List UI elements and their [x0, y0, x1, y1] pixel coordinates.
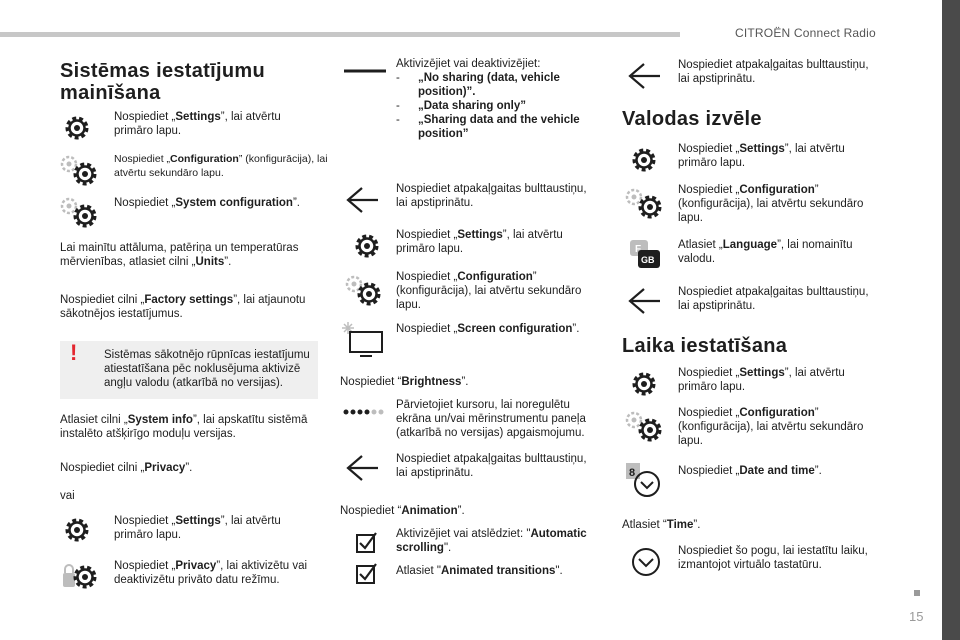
checkbox-checked-icon: [340, 560, 390, 600]
settings-gear-icon: [340, 226, 390, 266]
units-paragraph: Lai mainītu attāluma, patēriņa un temperatūras mērvienības, atlasiet cilni „Units”.: [60, 242, 299, 268]
option-sharing-data-position: - „Sharing data and the vehicle position”: [396, 113, 606, 141]
brand-label: CITROËN Connect Radio: [735, 26, 876, 40]
toggle-bar-icon: [340, 59, 390, 99]
step-settings-2-text: Nospiediet „Settings”, lai atvērtu primāro lapu.: [114, 515, 281, 541]
step-settings-text: Nospiediet „Settings”, lai atvērtu primāro lapu.: [114, 111, 281, 137]
header-rule: [0, 32, 680, 37]
warning-note: ! Sistēmas sākotnējo rūpnīcas iestatījumu atiestatīšana pēc noklusējuma aktivizē angļu valodu (atkarībā no versijas).: [60, 341, 318, 399]
section-title-language: Valodas izvēle: [622, 108, 762, 130]
flag-gb-label: GB: [641, 255, 655, 265]
back-arrow-icon: [340, 448, 390, 488]
time-select-paragraph: Atlasiet “Time”.: [622, 519, 701, 531]
back-top-text: Nospiediet atpakaļgaitas bulttaustiņu, lai apstiprinātu.: [678, 59, 869, 85]
system-gears-icon: [60, 192, 110, 232]
configuration-gears-icon: [622, 183, 672, 223]
option-data-sharing-only: - „Data sharing only”: [396, 99, 606, 113]
time-settings-text: Nospiediet „Settings”, lai atvērtu primāro lapu.: [678, 367, 845, 393]
step-system-configuration-text: Nospiediet „System configuration”.: [114, 197, 300, 209]
language-flags-icon: [622, 236, 672, 276]
or-label: vai: [60, 490, 75, 502]
date-badge-number: 8: [629, 467, 636, 479]
system-info-paragraph: Atlasiet cilni „System info”, lai apskatītu sistēmā instalēto atšķirīgo moduļu versijas.: [60, 414, 308, 440]
step-configuration-text: Nospiediet „Configuration” (konfigurācija), lai atvērtu sekundāro lapu.: [114, 153, 328, 179]
animated-transitions-text: Atlasiet "Animated transitions".: [396, 565, 563, 577]
lang-back-text: Nospiediet atpakaļgaitas bulttaustiņu, lai apstiprinātu.: [678, 286, 869, 312]
warning-exclamation-icon: !: [70, 340, 78, 365]
back-arrow-icon: [340, 180, 390, 220]
slider-text: Pārvietojiet kursoru, lai noregulētu ekrāna un/vai mērinstrumentu paneļa (atkarībā no versijas) apgaismojumu.: [396, 399, 586, 439]
time-configuration-text: Nospiediet „Configuration” (konfigurācija), lai atvērtu sekundāro lapu.: [678, 407, 864, 447]
checkbox-checked-icon: [340, 525, 390, 565]
date-time-text: Nospiediet „Date and time”.: [678, 465, 822, 477]
configuration-gears-icon: [60, 150, 110, 190]
screen-configuration-text: Nospiediet „Screen configuration”.: [396, 323, 580, 335]
back-1-text: Nospiediet atpakaļgaitas bulttaustiņu, lai apstiprinātu.: [396, 183, 587, 209]
settings-gear-icon: [60, 108, 110, 148]
privacy-lock-gear-icon: [60, 555, 110, 595]
configuration-screen-text: Nospiediet „Configuration” (konfigurācija), lai atvērtu sekundāro lapu.: [396, 271, 582, 311]
date-time-clock-icon: [622, 460, 672, 500]
factory-settings-paragraph: Nospiediet cilni „Factory settings”, lai atjaunotu sākotnējos iestatījumus.: [60, 294, 306, 320]
side-tab: [942, 0, 960, 640]
lang-settings-text: Nospiediet „Settings”, lai atvērtu primāro lapu.: [678, 143, 845, 169]
settings-gear-icon: [622, 364, 672, 404]
toggle-intro: Aktivizējiet vai deaktivizējiet:: [396, 58, 541, 70]
step-privacy-text: Nospiediet „Privacy”, lai aktivizētu vai deaktivizētu privāto datu režīmu.: [114, 560, 308, 586]
configuration-gears-icon: [622, 406, 672, 446]
lang-configuration-text: Nospiediet „Configuration” (konfigurācija), lai atvērtu sekundāro lapu.: [678, 184, 864, 224]
chevron-circle-icon: [622, 542, 672, 582]
page-marker: [914, 590, 920, 596]
brightness-paragraph: Nospiediet “Brightness”.: [340, 376, 469, 388]
privacy-toggle-text: [396, 57, 606, 141]
section-title-system: Sistēmas iestatījumu mainīšana: [60, 60, 265, 104]
screen-monitor-icon: [340, 320, 390, 360]
lang-select-text: Atlasiet „Language”, lai nomainītu valodu.: [678, 239, 853, 265]
configuration-gears-icon: [340, 270, 390, 310]
flag-f-label: F: [635, 244, 642, 255]
option-no-sharing: - „No sharing (data, vehicle position)”.: [396, 71, 606, 99]
back-arrow-icon: [622, 56, 672, 96]
automatic-scrolling-text: Aktivizējiet vai atslēdziet: "Automatic scrolling".: [396, 528, 587, 554]
page-number: 15: [909, 609, 924, 624]
animation-paragraph: Nospiediet “Animation”.: [340, 505, 465, 517]
time-keyboard-text: Nospiediet šo pogu, lai iestatītu laiku, izmantojot virtuālo tastatūru.: [678, 545, 868, 571]
settings-gear-icon: [622, 140, 672, 180]
back-2-text: Nospiediet atpakaļgaitas bulttaustiņu, lai apstiprinātu.: [396, 453, 587, 479]
settings-screen-text: Nospiediet „Settings”, lai atvērtu primāro lapu.: [396, 229, 563, 255]
brightness-slider-icon: [340, 396, 390, 436]
section-title-time: Laika iestatīšana: [622, 335, 788, 357]
privacy-paragraph: Nospiediet cilni „Privacy”.: [60, 462, 193, 474]
back-arrow-icon: [622, 281, 672, 321]
settings-gear-icon: [60, 510, 110, 550]
